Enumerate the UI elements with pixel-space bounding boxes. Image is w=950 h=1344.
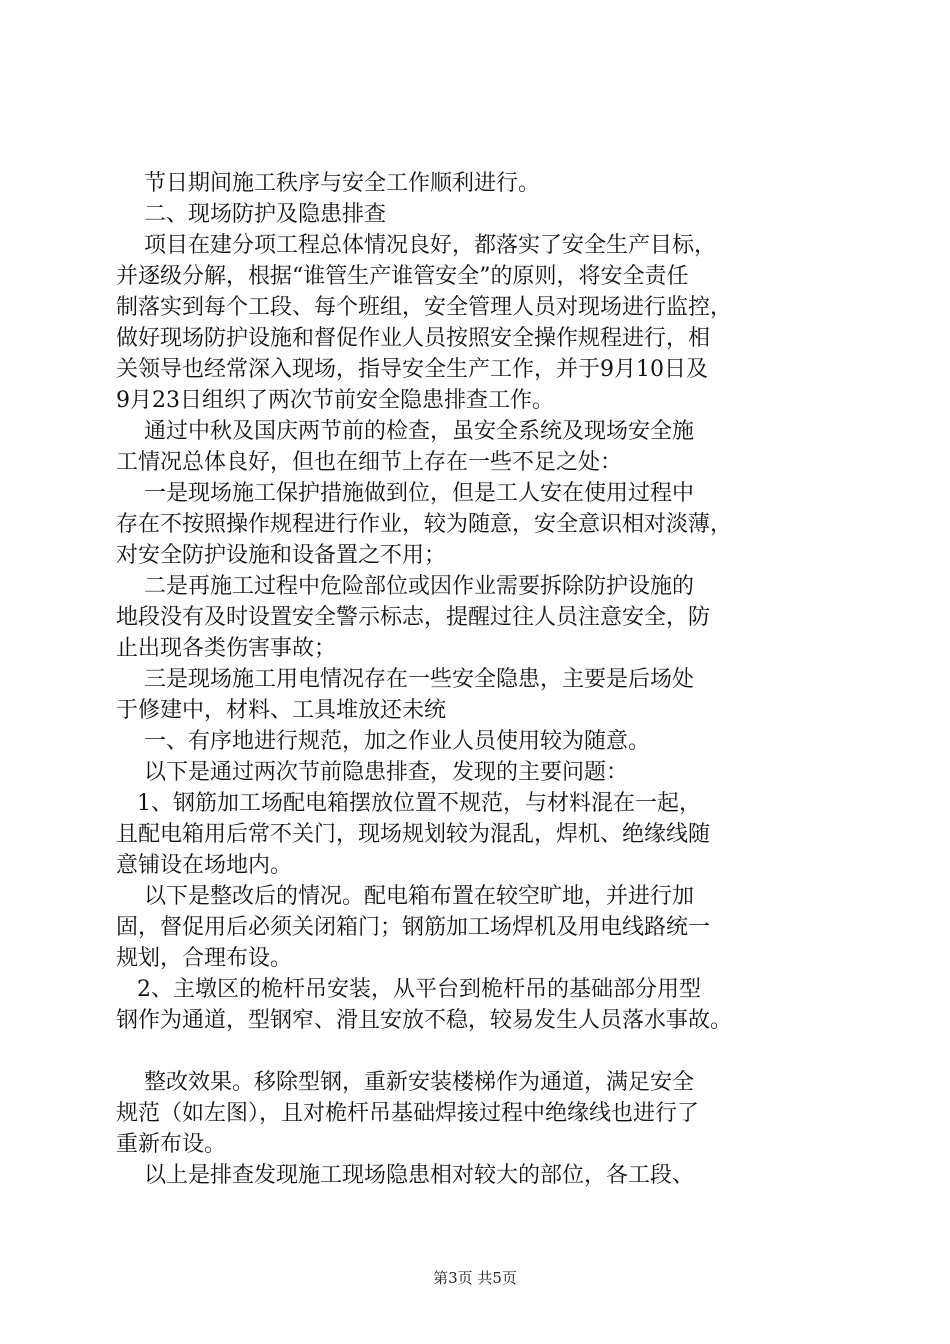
text-line: 存在不按照操作规程进行作业，较为随意，安全意识相对淡薄， (116, 512, 733, 537)
text-line: 规划，合理布设。 (116, 946, 293, 971)
text-line: 以下是整改后的情况。配电箱布置在较空旷地，并进行加 (116, 884, 694, 909)
text-line: 整改效果。移除型钢，重新安装楼梯作为通道，满足安全 (116, 1070, 694, 1095)
document-body (116, 168, 850, 1191)
text-line: 且配电箱用后常不关门，现场规划较为混乱，焊机、绝缘线随 (116, 822, 711, 847)
text-line: 规范（如左图），且对桅杆吊基础焊接过程中绝缘线也进行了 (116, 1101, 700, 1126)
page-footer: 第3页 共5页 (433, 1269, 517, 1287)
text-line: 以下是通过两次节前隐患排查，发现的主要问题： (116, 760, 628, 785)
text-line: 三是现场施工用电情况存在一些安全隐患，主要是后场处 (116, 667, 694, 692)
blank-line (116, 1036, 850, 1067)
text-line: 钢作为通道，型钢窄、滑且安放不稳，较易发生人员落水事故。 (116, 1008, 733, 1033)
text-line: 固，督促用后必须关闭箱门；钢筋加工场焊机及用电线路统一 (116, 915, 711, 940)
text-line: 做好现场防护设施和督促作业人员按照安全操作规程进行，相 (116, 326, 711, 351)
text-line: 于修建中，材料、工具堆放还未统 (116, 698, 447, 723)
text-line: 节日期间施工秩序与安全工作顺利进行。 (116, 171, 540, 196)
text-line: 9月23日组织了两次节前安全隐患排查工作。 (116, 388, 554, 413)
text-line: 制落实到每个工段、每个班组，安全管理人员对现场进行监控， (116, 295, 733, 320)
text-line: 一、有序地进行规范，加之作业人员使用较为随意。 (116, 729, 650, 754)
text-line: 并逐级分解，根据“谁管生产谁管安全”的原则，将安全责任 (116, 264, 689, 289)
text-line: 止出现各类伤害事故； (116, 636, 337, 661)
text-line: 1、钢筋加工场配电箱摆放位置不规范，与材料混在一起， (116, 791, 701, 816)
text-line: 重新布设。 (116, 1132, 227, 1157)
text-line: 以上是排查发现施工现场隐患相对较大的部位，各工段、 (116, 1163, 694, 1188)
text-line: 二是再施工过程中危险部位或因作业需要拆除防护设施的 (116, 574, 694, 599)
text-line: 二、现场防护及隐患排查 (116, 202, 386, 227)
text-line: 对安全防护设施和设备置之不用； (116, 543, 447, 568)
text-line: 工情况总体良好，但也在细节上存在一些不足之处： (116, 450, 623, 475)
text-line: 一是现场施工保护措施做到位，但是工人安在使用过程中 (116, 481, 694, 506)
text-line: 意铺设在场地内。 (116, 853, 293, 878)
text-line: 地段没有及时设置安全警示标志，提醒过往人员注意安全，防 (116, 605, 711, 630)
text-line: 2、主墩区的桅杆吊安装，从平台到桅杆吊的基础部分用型 (116, 977, 701, 1002)
text-line: 关领导也经常深入现场，指导安全生产工作，并于9月10日及 (116, 357, 708, 382)
text-line: 通过中秋及国庆两节前的检查，虽安全系统及现场安全施 (116, 419, 694, 444)
text-line: 项目在建分项工程总体情况良好，都落实了安全生产目标， (116, 233, 716, 258)
